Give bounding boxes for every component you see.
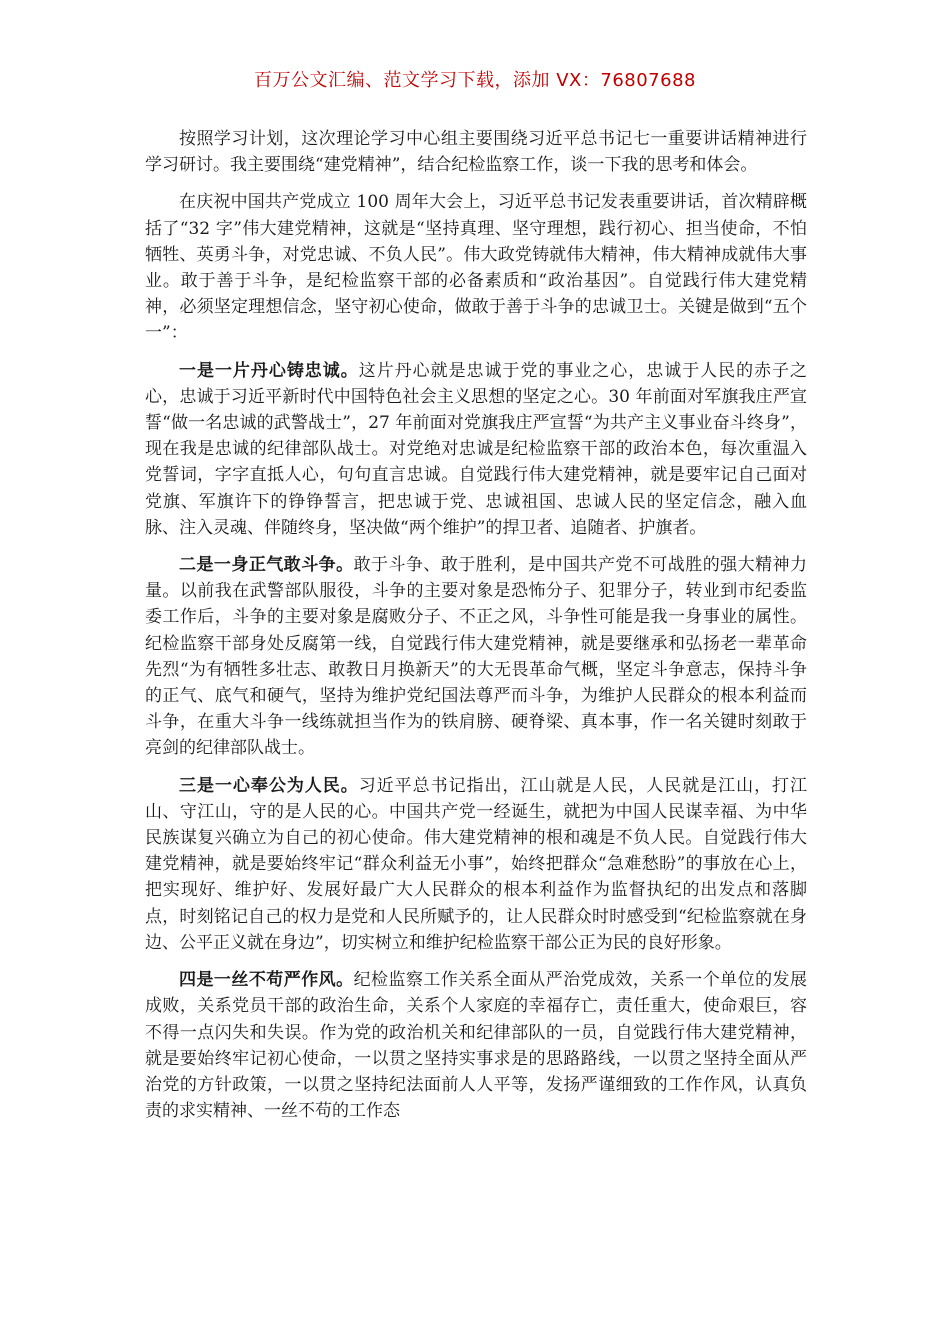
paragraph-background [145,189,807,346]
paragraph-point-1 [145,358,807,541]
paragraph-lead: 四是一丝不苟严作风。 [179,970,354,991]
paragraph-point-3 [145,773,807,956]
paragraph-point-4 [145,967,807,1124]
paragraph-text: 习近平总书记指出，江山就是人民，人民就是江山，打江山、守江山，守的是人民的心。中国共产党一经诞生，就把为中国人民谋幸福、为中华民族谋复兴确立为自己的初心使命。伟大建党精神的根和魂是不负人民。自觉践行伟大建党精神，就是要始终牢记“群众利益无小事”，始终把群众“急难愁盼”的事放在心上，把实现好、维护好、发展好最广大人民群众的根本利益作为监督执纪的出发点和落脚点，时刻铭记自己的权力是党和人民所赋予的，让人民群众时时感受到“纪检监察就在身边、公平正义就在身边”，切实树立和维护纪检监察干部公正为民的良好形象。 [145,775,808,953]
paragraph-lead: 三是一心奉公为人民。 [179,775,359,796]
paragraph-text: 这片丹心就是忠诚于党的事业之心，忠诚于人民的赤子之心，忠诚于习近平新时代中国特色社会主义思想的坚定之心。30 年前面对军旗我庄严宣誓“做一名忠诚的武警战士”，27 年前面对党旗我庄严宣誓“为共产主义事业奋斗终身”，现在我是忠诚的纪律部队战士。对党绝对忠诚是纪检监察干部的政治本色，每次重温入党誓词，字字直抵人心，句句直言忠诚。自觉践行伟大建党精神，就是要牢记自己面对党旗、军旗许下的铮铮誓言，把忠诚于党、忠诚祖国、忠诚人民的坚定信念，融入血脉、注入灵魂、伴随终身，坚决做“两个维护”的捍卫者、追随者、护旗者。 [145,360,808,538]
header-banner: 百万公文汇编、范文学习下载，添加 VX：76807688 [254,70,696,91]
paragraph-lead: 二是一身正气敢斗争。 [179,555,354,576]
paragraph-text: 按照学习计划，这次理论学习中心组主要围绕习近平总书记七一重要讲话精神进行学习研讨。我主要围绕“建党精神”，结合纪检监察工作，谈一下我的思考和体会。 [145,129,807,176]
paragraph-text: 在庆祝中国共产党成立 100 周年大会上，习近平总书记发表重要讲话，首次精辟概括了“32 字”伟大建党精神，这就是“坚持真理、坚守理想，践行初心、担当使命，不怕牺牲、英勇斗争，对党忠诚、不负人民”。伟大政党铸就伟大精神，伟大精神成就伟大事业。敢于善于斗争，是纪检监察干部的必备素质和“政治基因”。自觉践行伟大建党精神，必须坚定理想信念，坚守初心使命，做敢于善于斗争的忠诚卫士。关键是做到“五个一”： [145,192,807,344]
paragraph-lead: 一是一片丹心铸忠诚。 [179,360,359,381]
paragraph-point-2 [145,552,807,762]
paragraph-text: 敢于斗争、敢于胜利，是中国共产党不可战胜的强大精神力量。以前我在武警部队服役，斗争的主要对象是恐怖分子、犯罪分子，转业到市纪委监委工作后，斗争的主要对象是腐败分子、不正之风，斗争性可能是我一身事业的属性。纪检监察干部身处反腐第一线，自觉践行伟大建党精神，就是要继承和弘扬老一辈革命先烈“为有牺牲多壮志、敢教日月换新天”的大无畏革命气概，坚定斗争意志，保持斗争的正气、底气和硬气，坚持为维护党纪国法尊严而斗争，为维护人民群众的根本利益而斗争，在重大斗争一线练就担当作为的铁肩膀、硬脊梁、真本事，作一名关键时刻敢于亮剑的纪律部队战士。 [145,555,808,759]
paragraph-text: 纪检监察工作关系全面从严治党成效，关系一个单位的发展成败，关系党员干部的政治生命，关系个人家庭的幸福存亡，责任重大，使命艰巨，容不得一点闪失和失误。作为党的政治机关和纪律部队的一员，自觉践行伟大建党精神，就是要始终牢记初心使命，一以贯之坚持实事求是的思路路线，一以贯之坚持全面从严治党的方针政策，一以贯之坚持纪法面前人人平等，发扬严谨细致的工作作风，认真负责的求实精神、一丝不苟的工作态 [145,970,808,1122]
paragraph-intro [145,126,807,178]
document-body [145,126,807,1135]
